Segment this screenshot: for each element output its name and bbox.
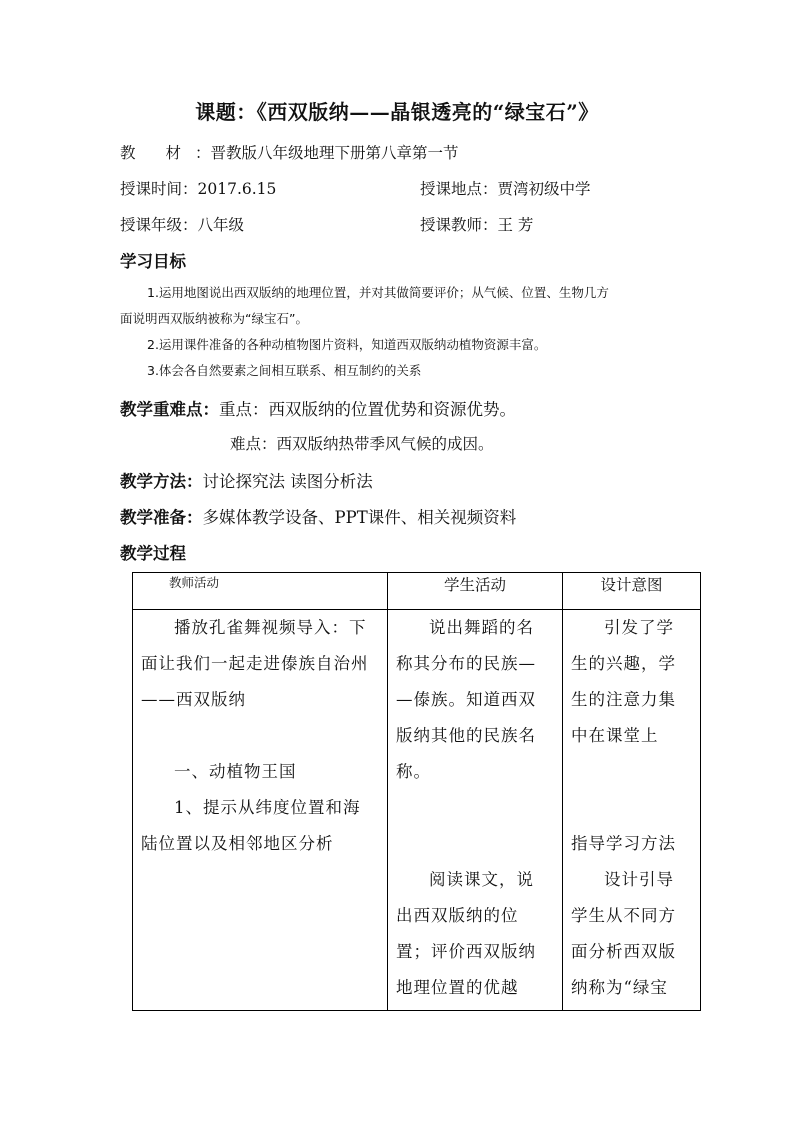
design-line: 设计引导	[604, 870, 674, 889]
teacher-line: 一、动植物王国	[174, 762, 297, 781]
lesson-grade: 授课年级：八年级	[120, 216, 245, 234]
student-line: 版纳其他的民族名	[396, 726, 536, 745]
objective-item-3: 3.体会各自然要素之间相互联系、相互制约的关系	[147, 363, 422, 378]
table-header-row	[133, 573, 701, 610]
design-line: 指导学习方法	[571, 834, 676, 853]
design-line: 纳称为“绿宝	[571, 978, 668, 997]
col-teacher-header: 教师活动	[133, 573, 388, 610]
keypoints-line	[120, 396, 516, 420]
student-line: 说出舞蹈的名	[429, 618, 534, 637]
student-activity-cell	[388, 610, 563, 1011]
student-line: 出西双版纳的位	[396, 906, 519, 925]
prep-line	[120, 504, 516, 528]
design-line: 引发了学	[604, 618, 674, 637]
teacher-line: ——西双版纳	[141, 690, 246, 709]
teacher-activity-cell	[133, 610, 388, 1011]
student-line: —傣族。知道西双	[396, 690, 536, 709]
teacher-line: 面让我们一起走进傣族自治州	[141, 654, 369, 673]
keypoint-difficult: 难点：西双版纳热带季风气候的成因。	[230, 435, 494, 453]
design-intent-cell	[563, 610, 701, 1011]
design-line: 面分析西双版	[571, 942, 676, 961]
prep-value: 多媒体教学设备、PPT课件、相关视频资料	[202, 508, 517, 527]
student-line: 地理位置的优越	[396, 978, 519, 997]
keypoints-heading: 教学重难点：	[120, 400, 219, 419]
design-line: 中在课堂上	[571, 726, 659, 745]
prep-heading: 教学准备：	[120, 508, 203, 527]
teacher-line: 陆位置以及相邻地区分析	[141, 834, 334, 853]
student-line: 称。	[396, 762, 431, 781]
methods-value: 讨论探究法 读图分析法	[202, 472, 373, 491]
design-line: 学生从不同方	[571, 906, 676, 925]
teacher-line: 播放孔雀舞视频导入：下	[174, 618, 367, 637]
student-line: 置；评价西双版纳	[396, 942, 536, 961]
objectives-list	[120, 280, 680, 384]
textbook-value: ：晋教版八年级地理下册第八章第一节	[195, 144, 459, 162]
objective-item-2: 2.运用课件准备的各种动植物图片资料，知道西双版纳动植物资源丰富。	[147, 337, 547, 352]
design-line: 生的注意力集	[571, 690, 676, 709]
student-line: 称其分布的民族—	[396, 654, 536, 673]
methods-heading: 教学方法：	[120, 472, 203, 491]
textbook-line	[120, 141, 459, 163]
table-row	[133, 610, 701, 1011]
col-student-header: 学生活动	[388, 573, 563, 610]
student-line: 阅读课文，说	[429, 870, 534, 889]
lesson-teacher: 授课教师：王 芳	[420, 216, 534, 234]
process-table	[132, 572, 701, 1011]
methods-line	[120, 468, 373, 492]
objective-item-1b: 面说明西双版纳被称为“绿宝石”。	[120, 311, 308, 326]
lesson-place: 授课地点：贾湾初级中学	[420, 180, 591, 198]
process-heading: 教学过程	[120, 544, 186, 563]
design-line: 生的兴趣，学	[571, 654, 676, 673]
teacher-line: 1、提示从纬度位置和海	[174, 798, 361, 817]
objectives-heading: 学习目标	[120, 252, 186, 271]
page-title: 课题：《西双版纳——晶银透亮的“绿宝石”》	[195, 100, 599, 124]
textbook-label: 教材	[120, 144, 212, 162]
objective-item-1a: 1.运用地图说出西双版纳的地理位置，并对其做简要评价；从气候、位置、生物几方	[147, 285, 609, 300]
col-design-header: 设计意图	[563, 573, 701, 610]
keypoint-key: 重点：西双版纳的位置优势和资源优势。	[219, 400, 516, 419]
lesson-time: 授课时间：2017.6.15	[120, 180, 277, 198]
